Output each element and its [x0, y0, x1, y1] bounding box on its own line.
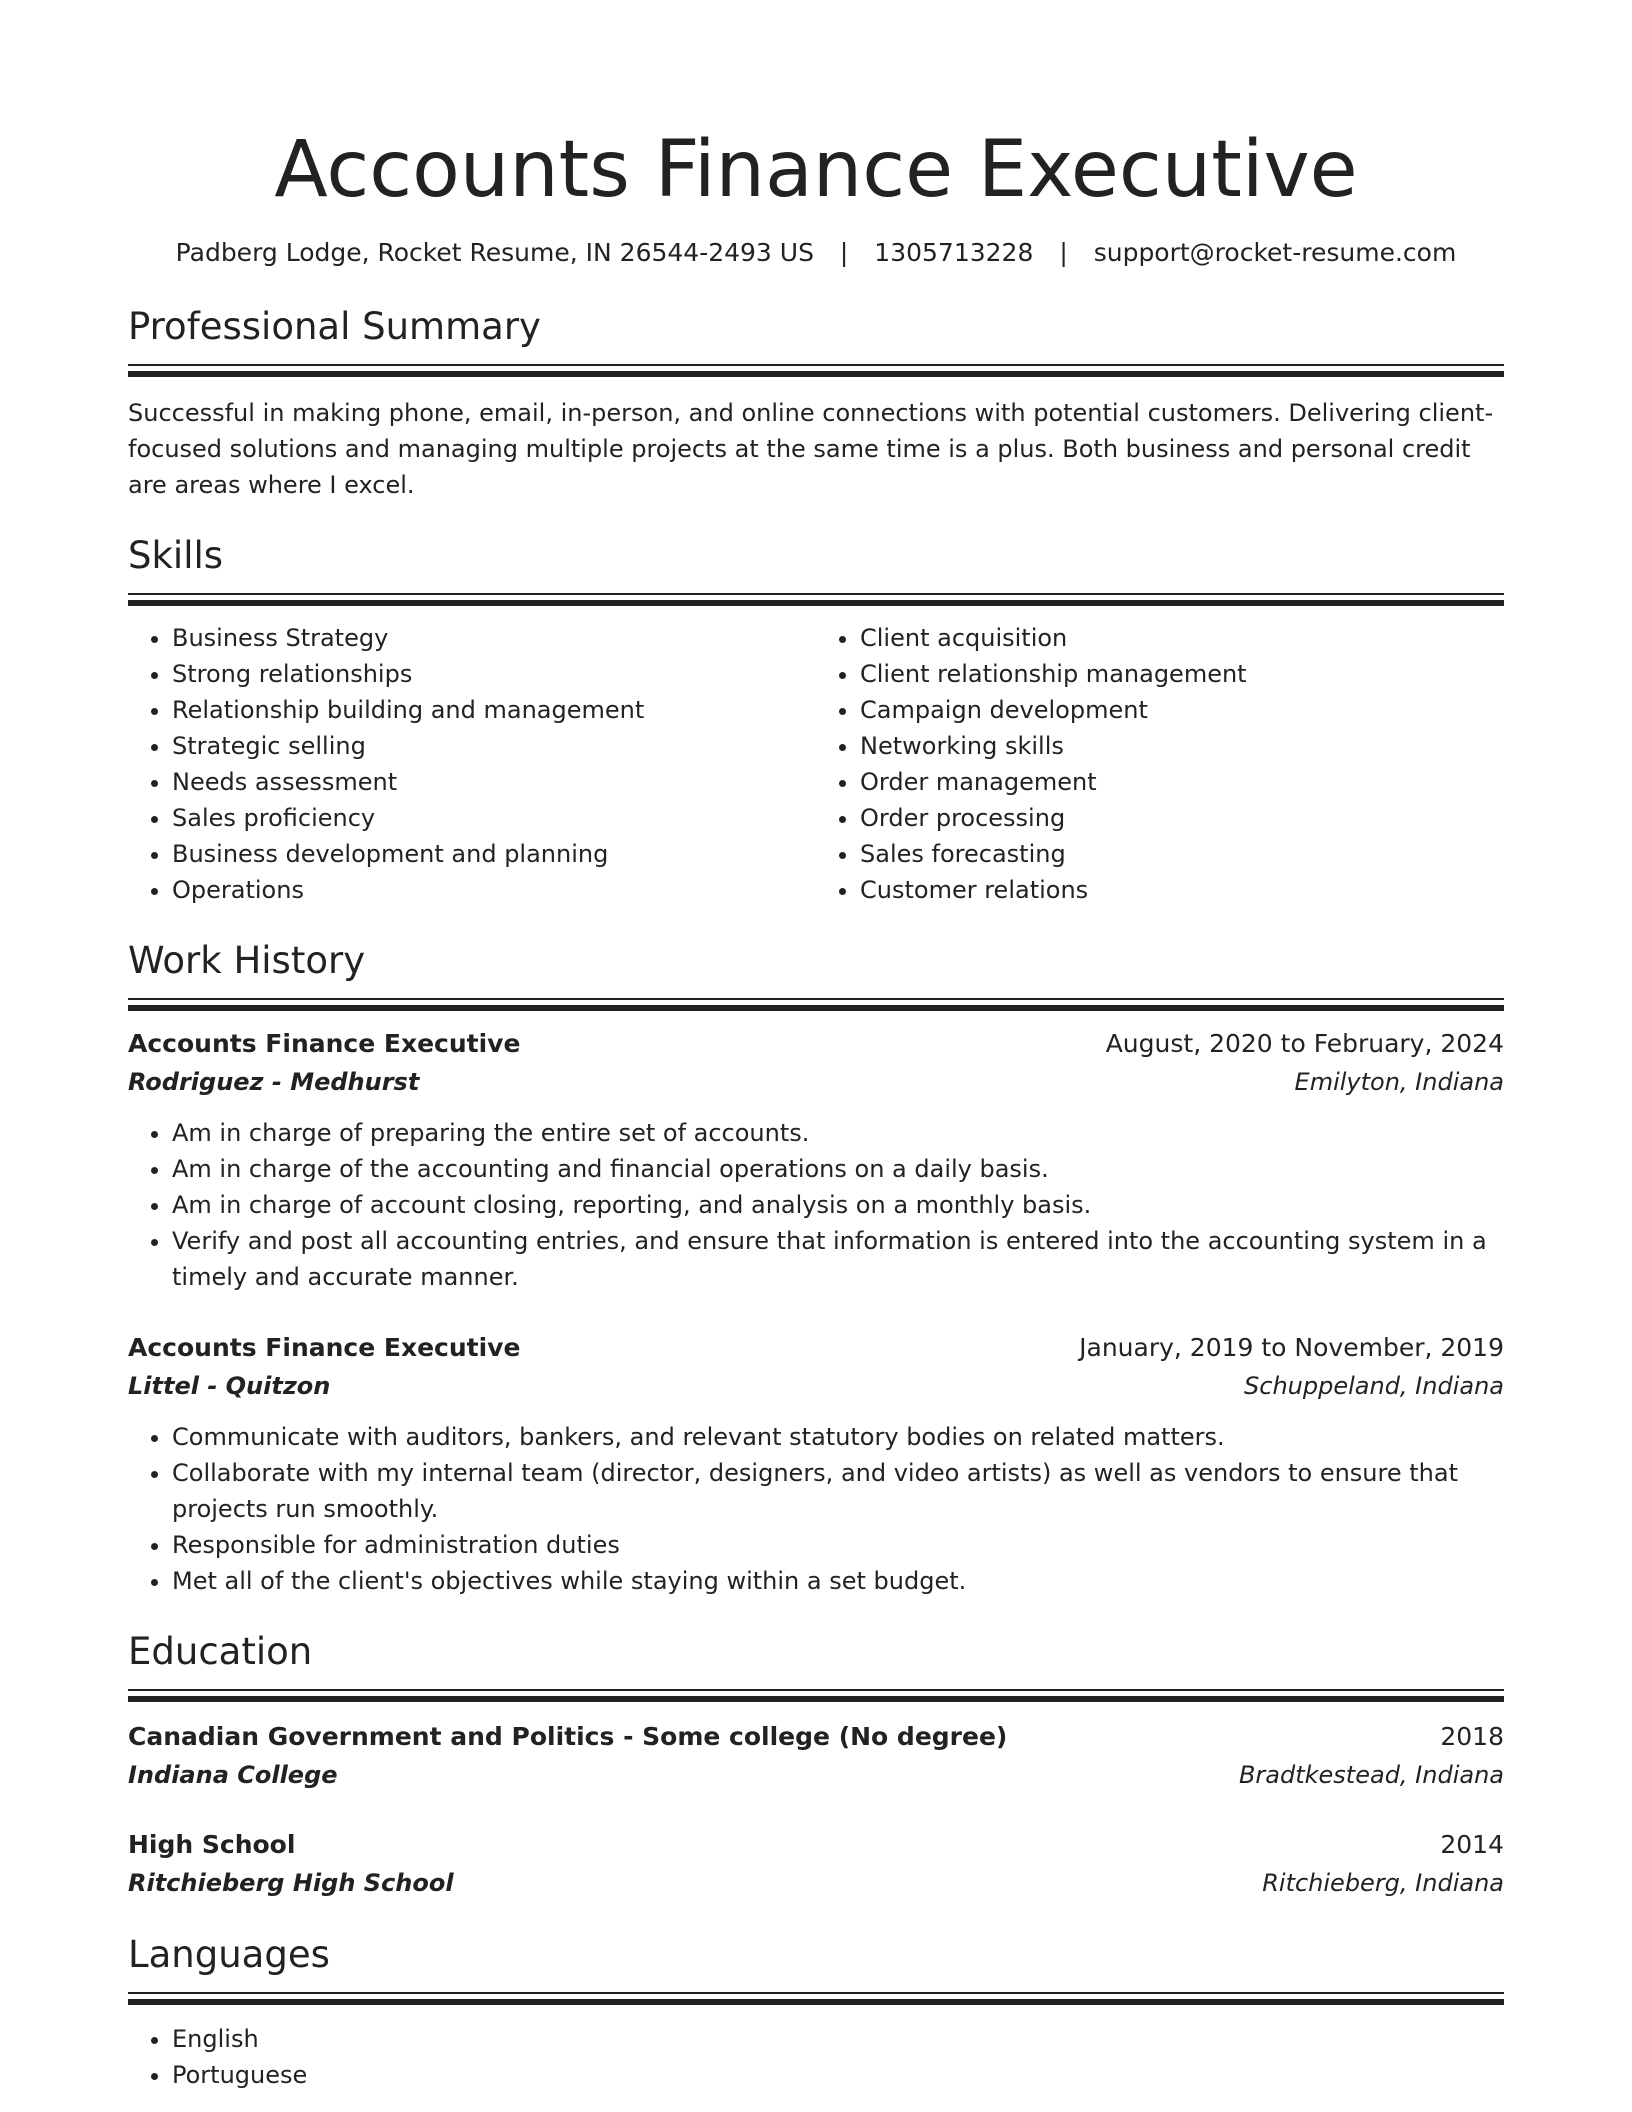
skill-item: • Campaign development: [860, 692, 1504, 728]
section-divider: [128, 1689, 1504, 1702]
job-bullet: • Am in charge of the accounting and financial operations on a daily basis.: [172, 1151, 1504, 1187]
education-subheader: [128, 1756, 1504, 1794]
education-header: [128, 1826, 1504, 1864]
job-bullet: • Responsible for administration duties: [172, 1527, 1504, 1563]
skill-item: • Sales forecasting: [860, 836, 1504, 872]
skill-item: • Client relationship management: [860, 656, 1504, 692]
job-company: Rodriguez - Medhurst: [128, 1068, 420, 1096]
skill-item: • Order management: [860, 764, 1504, 800]
languages-list: [128, 2021, 1504, 2093]
job-dates: January, 2019 to November, 2019: [1079, 1333, 1504, 1362]
summary-text: Successful in making phone, email, in-person, and online connections with potential customers. Delivering client-focused solutions and managing multiple projects at the same time is a plus. Both business and personal credit are areas where I excel.: [128, 399, 1494, 499]
contact-email: support@rocket-resume.com: [1093, 238, 1457, 267]
skill-item: • Client acquisition: [860, 620, 1504, 656]
skill-item: • Operations: [172, 872, 816, 908]
section-title: Professional Summary: [128, 305, 541, 348]
contact-address: Padberg Lodge, Rocket Resume, IN 26544-2493 US: [175, 238, 814, 267]
education-degree: High School: [128, 1830, 296, 1859]
section-title: Work History: [128, 939, 366, 982]
contact-line: [128, 236, 1504, 270]
job-entry: [128, 1025, 1504, 1295]
skill-item: • Order processing: [860, 800, 1504, 836]
job-subheader: [128, 1367, 1504, 1405]
languages-section: [128, 1932, 1504, 2093]
skill-item: • Strong relationships: [172, 656, 816, 692]
contact-separator: |: [839, 238, 849, 267]
job-title: Accounts Finance Executive: [128, 1333, 521, 1362]
skill-item: • Relationship building and management: [172, 692, 816, 728]
job-header: [128, 1025, 1504, 1063]
education-subheader: [128, 1864, 1504, 1902]
job-bullet: • Am in charge of account closing, reporting, and analysis on a monthly basis.: [172, 1187, 1504, 1223]
job-location: Schuppeland, Indiana: [1244, 1372, 1504, 1400]
section-title: Education: [128, 1630, 313, 1673]
job-bullet: • Communicate with auditors, bankers, and relevant statutory bodies on related matters.: [172, 1419, 1504, 1455]
section-title: Skills: [128, 534, 224, 577]
section-divider: [128, 998, 1504, 1011]
skills-list-left: [128, 620, 816, 908]
skills-section: [128, 533, 1504, 908]
contact-separator: |: [1059, 238, 1068, 267]
section-title: Languages: [128, 1933, 330, 1976]
resume-page: [128, 0, 1504, 2093]
skill-item: • Business Strategy: [172, 620, 816, 656]
education-school: Indiana College: [128, 1761, 338, 1789]
section-divider: [128, 1992, 1504, 2005]
job-location: Emilyton, Indiana: [1294, 1068, 1504, 1096]
education-entry: [128, 1718, 1504, 1794]
section-divider: [128, 364, 1504, 377]
job-bullets: [128, 1419, 1504, 1599]
job-bullet: • Met all of the client's objectives while staying within a set budget.: [172, 1563, 1504, 1599]
section-divider: [128, 593, 1504, 606]
skill-item: • Strategic selling: [172, 728, 816, 764]
job-subheader: [128, 1063, 1504, 1101]
job-bullet: • Collaborate with my internal team (director, designers, and video artists) as well as vendors to ensure that projects run smoothly.: [172, 1455, 1504, 1527]
job-entry: [128, 1329, 1504, 1599]
education-section: [128, 1629, 1504, 1902]
skill-item: • Customer relations: [860, 872, 1504, 908]
education-year: 2014: [1440, 1830, 1504, 1859]
job-dates: August, 2020 to February, 2024: [1105, 1029, 1504, 1058]
education-school: Ritchieberg High School: [128, 1869, 454, 1897]
resume-name: Accounts Finance Executive: [274, 125, 1358, 215]
education-entry: [128, 1826, 1504, 1902]
summary-section: [128, 304, 1504, 503]
education-year: 2018: [1440, 1722, 1504, 1751]
language-item: • Portuguese: [172, 2057, 1504, 2093]
job-title: Accounts Finance Executive: [128, 1029, 521, 1058]
education-header: [128, 1718, 1504, 1756]
skills-list-right: [816, 620, 1504, 908]
contact-phone: 1305713228: [874, 238, 1034, 267]
job-bullets: [128, 1115, 1504, 1295]
job-bullet: • Verify and post all accounting entries, and ensure that information is entered into the accounting system in a timely and accurate manner.: [172, 1223, 1504, 1295]
education-location: Ritchieberg, Indiana: [1262, 1869, 1504, 1897]
education-degree: Canadian Government and Politics - Some college (No degree): [128, 1722, 1008, 1751]
education-location: Bradtkestead, Indiana: [1238, 1761, 1504, 1789]
job-company: Littel - Quitzon: [128, 1372, 331, 1400]
skill-item: • Business development and planning: [172, 836, 816, 872]
job-bullet: • Am in charge of preparing the entire set of accounts.: [172, 1115, 1504, 1151]
skills-columns: [128, 620, 1504, 908]
job-header: [128, 1329, 1504, 1367]
work-section: [128, 938, 1504, 1599]
skill-item: • Sales proficiency: [172, 800, 816, 836]
skill-item: • Networking skills: [860, 728, 1504, 764]
skill-item: • Needs assessment: [172, 764, 816, 800]
language-item: • English: [172, 2021, 1504, 2057]
